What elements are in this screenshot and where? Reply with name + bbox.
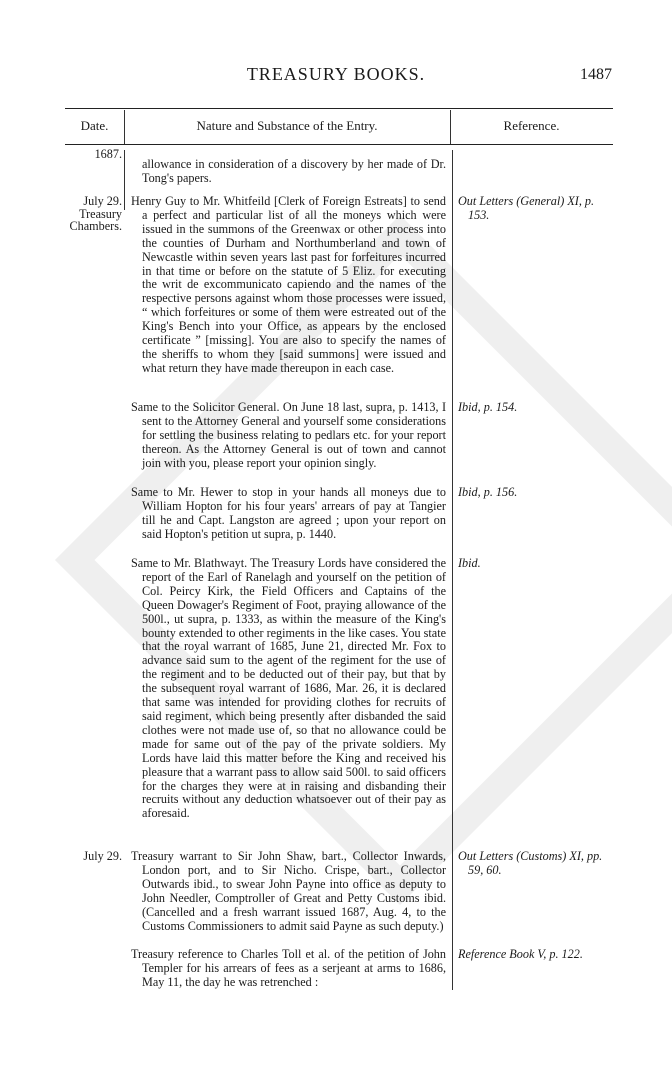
- entry-text: Treasury reference to Charles Toll et al. of the petition of John Templer for his arrears of fees as a serjeant at arms to 1686, May 11, the day he was retrenched :: [131, 947, 446, 989]
- entry-date: July 29. Treasury Chambers.: [69, 194, 122, 233]
- column-header-date: Date.: [80, 118, 109, 133]
- entry-text: allowance in consideration of a discovery by her made of Dr. Tong's papers.: [142, 157, 446, 185]
- entry-text: Same to Mr. Blathwayt. The Treasury Lords have considered the report of the Earl of Ranelagh and yourself on the petition of Col. Peircy Kirk, the Field Officers and Captains of the Queen Dowager's Regiment of Foot, praying allowance of the 500l., ut supra, p. 1333, as within the measure of the King's bounty extended to other regiments in the like cases. You state that the royal warrant of 1685, June 21, directed Mr. Fox to advance said sum to the agent of the regiment for the use of the regiment and to be deducted out of their pay, but that by the subsequent royal warrant of 1686, Mar. 26, it is declared that same was intended for providing clothes for recruits of said regiment, which being presently after disbanded the said clothes were not made use of, so that no allowance could be made for same out of the pay of the private soldiers. My Lords have laid this matter before the King and received his pleasure that a warrant pass to allow said 500l. to said officers for the charges they were at in raising and disbanding their recruits without any deduction whatsoever out of their pay as aforesaid.: [131, 556, 446, 821]
- column-header-nature: Nature and Substance of the Entry.: [196, 118, 378, 133]
- entry-date: 1687.: [94, 147, 122, 161]
- entry-text: Same to Mr. Hewer to stop in your hands all moneys due to William Hopton for his four years' arrears of pay at Tangier till he and Capt. Langston are agreed ; upon your report on said Hopton's petition ut supra, p. 1440.: [131, 485, 446, 541]
- entry-date: July 29.: [83, 849, 122, 863]
- entry-text: Henry Guy to Mr. Whitfeild [Clerk of Foreign Estreats] to send a perfect and particular list of all the moneys which were issued in the summons of the Greenwax or other process into the counties of Durham and Northumberland and town of Newcastle within seven years last past for forfeitures incurred in that time or before on the statute of 5 Eliz. for executing the writ de excommunicato capiendo and the names of the respective persons against whom those processes were issued, “ which forfeitures or some of them were estreated out of the King's Bench into your Office, as appears by the enclosed certificate ” [missing]. You are also to specify the names of the sheriffs to whom they [said summons] were issued and what return they have made thereupon in each case.: [131, 194, 446, 375]
- page-title: TREASURY BOOKS.: [246, 64, 426, 84]
- entry-reference: Ibid.: [458, 556, 481, 570]
- entry-reference: Ibid, p. 156.: [458, 485, 518, 499]
- page-number: 1487: [580, 66, 612, 83]
- entry-reference: Out Letters (Customs) XI, pp. 59, 60.: [458, 849, 603, 877]
- entry-reference: Out Letters (General) XI, p. 153.: [458, 194, 595, 222]
- entry-text: Treasury warrant to Sir John Shaw, bart., Collector Inwards, London port, and to Sir Nicho. Crispe, bart., Collector Outwards ibid., to swear John Payne into office as deputy to John Needler, Comptroller of Great and Petty Customs ibid. (Cancelled and a fresh warrant issued 1687, Aug. 4, to the Customs Commissioners to admit said Payne as such deputy.): [131, 849, 446, 933]
- entry-reference: Ibid, p. 154.: [458, 400, 518, 414]
- column-header-reference: Reference.: [503, 118, 560, 133]
- header-rule: [65, 144, 613, 145]
- entry-reference: Reference Book V, p. 122.: [458, 947, 583, 961]
- top-rule: [65, 108, 613, 109]
- col-divider-1-body: [124, 150, 125, 210]
- entry-text: Same to the Solicitor General. On June 18 last, supra, p. 1413, I sent to the Attorney General and yourself some considerations for settling the business relating to pedlars etc. for your report thereon. As the Attorney General is out of town and cannot join with you, please report your opinion singly.: [131, 400, 446, 470]
- col-divider-2-body: [452, 150, 453, 990]
